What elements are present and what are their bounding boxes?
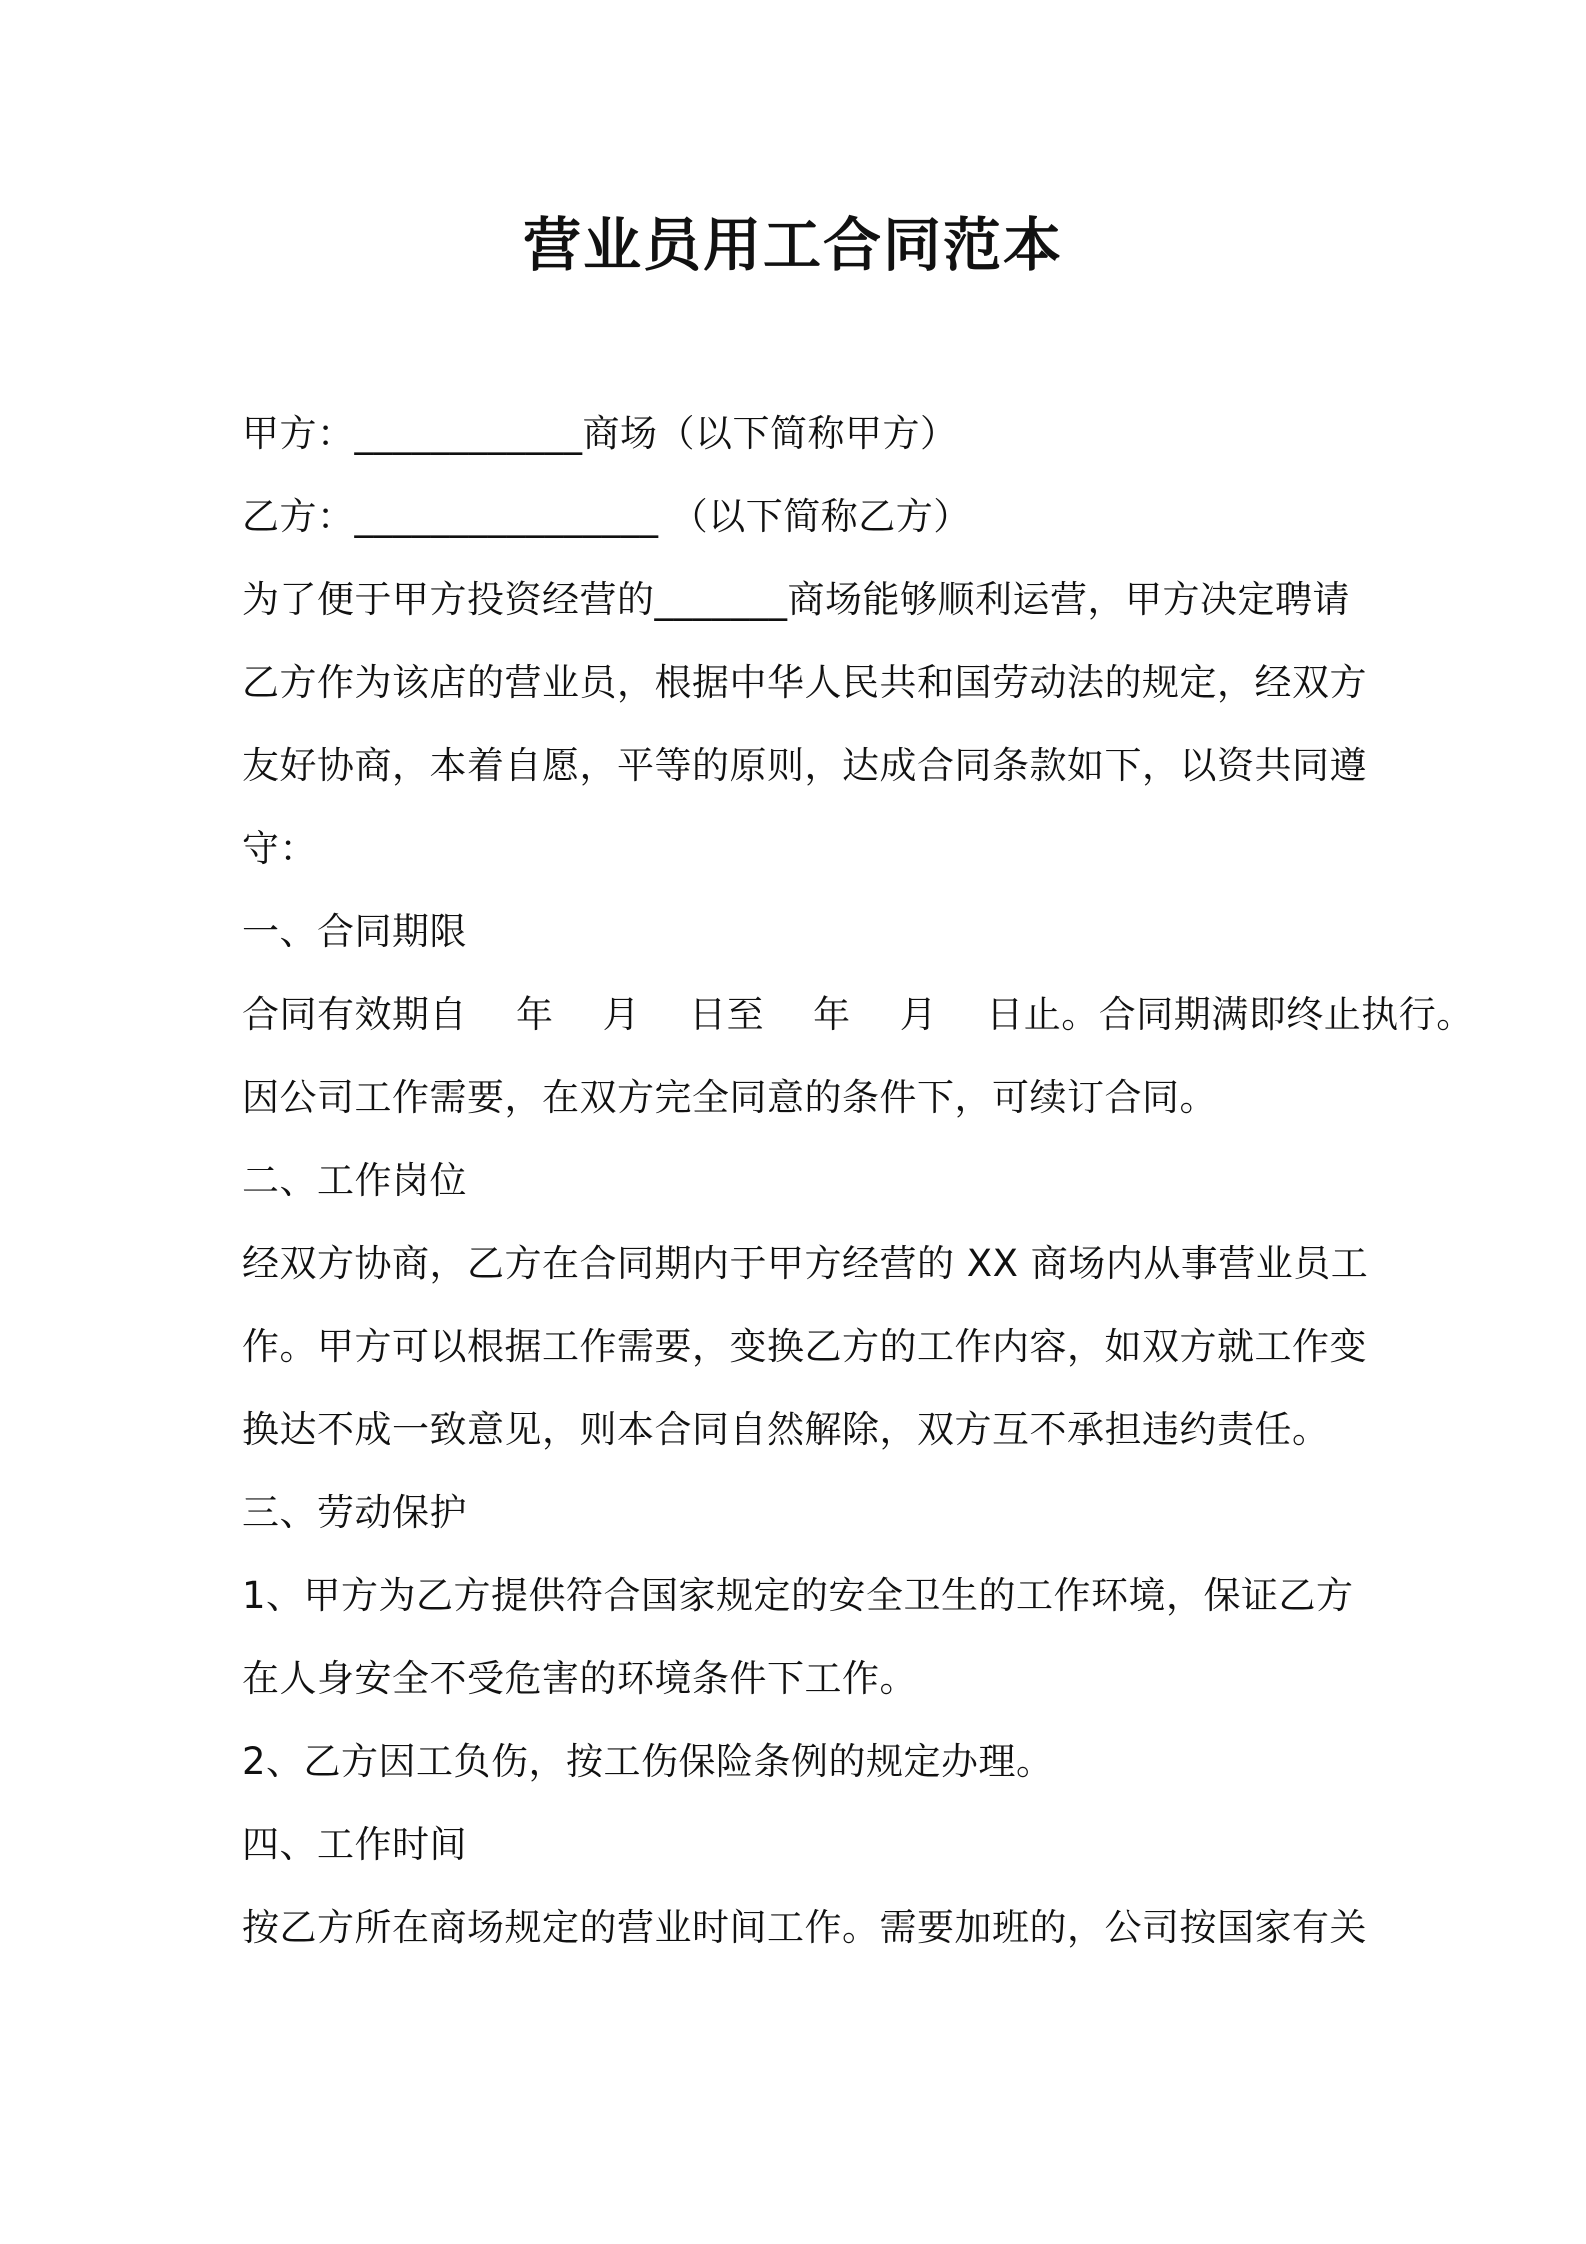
intro-paragraph-line: 友好协商，本着自愿，平等的原则，达成合同条款如下，以资共同遵 — [242, 744, 1367, 787]
party-b-line: 乙方：________________ （以下简称乙方） — [242, 495, 971, 538]
paragraph-line: 1、甲方为乙方提供符合国家规定的安全卫生的工作环境，保证乙方 — [242, 1574, 1354, 1617]
section-heading-contract-term: 一、合同期限 — [242, 910, 467, 953]
paragraph-line: 合同有效期自 年 月 日至 年 月 日止。合同期满即终止执行。 — [242, 993, 1474, 1036]
section-heading-working-hours: 四、工作时间 — [242, 1823, 467, 1866]
intro-paragraph-line: 守： — [242, 827, 317, 870]
section-heading-labor-protection: 三、劳动保护 — [242, 1491, 467, 1534]
paragraph-line: 经双方协商，乙方在合同期内于甲方经营的 XX 商场内从事营业员工 — [242, 1242, 1369, 1285]
paragraph-line: 2、乙方因工负伤，按工伤保险条例的规定办理。 — [242, 1740, 1054, 1783]
intro-paragraph-line: 为了便于甲方投资经营的_______商场能够顺利运营，甲方决定聘请 — [242, 578, 1350, 621]
paragraph-line: 作。甲方可以根据工作需要，变换乙方的工作内容，如双方就工作变 — [242, 1325, 1367, 1368]
party-a-line: 甲方：____________商场（以下简称甲方） — [242, 412, 958, 455]
page-title: 营业员用工合同范本 — [522, 211, 1063, 279]
paragraph-line: 因公司工作需要，在双方完全同意的条件下，可续订合同。 — [242, 1076, 1217, 1119]
intro-paragraph-line: 乙方作为该店的营业员，根据中华人民共和国劳动法的规定，经双方 — [242, 661, 1367, 704]
paragraph-line: 在人身安全不受危害的环境条件下工作。 — [242, 1657, 917, 1700]
section-heading-work-position: 二、工作岗位 — [242, 1159, 467, 1202]
paragraph-line: 按乙方所在商场规定的营业时间工作。需要加班的，公司按国家有关 — [242, 1906, 1367, 1949]
paragraph-line: 换达不成一致意见，则本合同自然解除，双方互不承担违约责任。 — [242, 1408, 1330, 1451]
